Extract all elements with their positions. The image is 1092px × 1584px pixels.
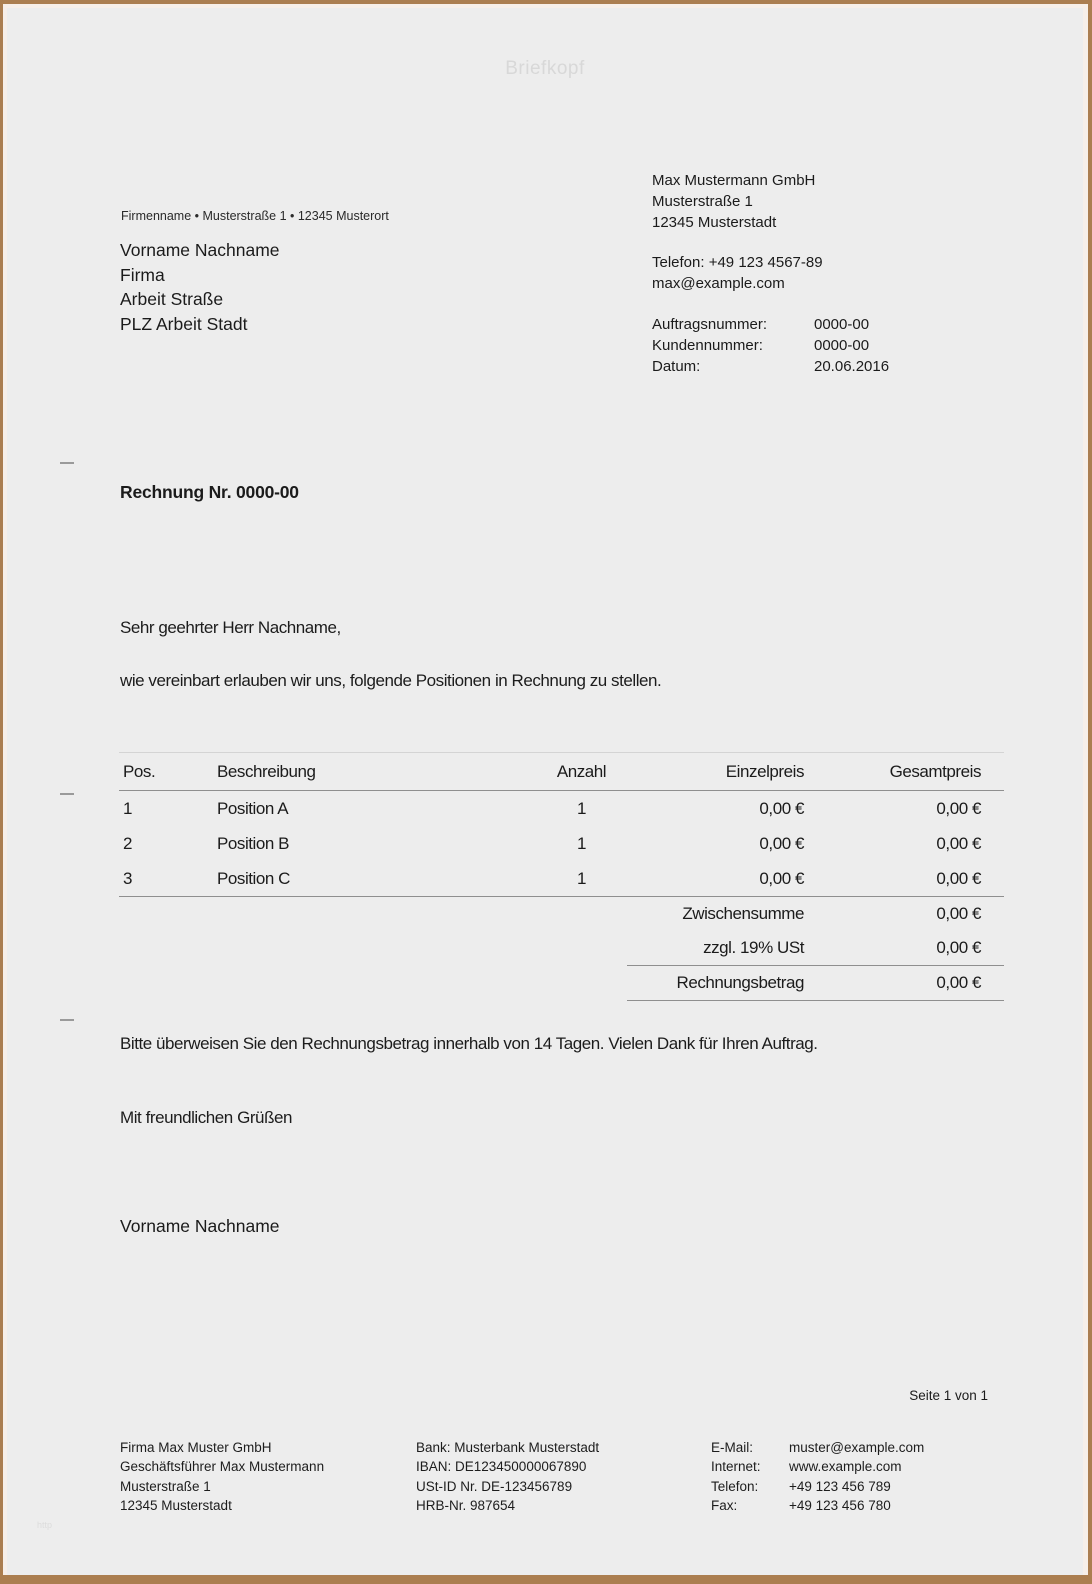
- meta-row-date: [652, 357, 889, 378]
- fold-mark: [60, 1019, 74, 1021]
- footer-contact-label: Fax:: [711, 1498, 738, 1514]
- summary-row-vat: [119, 931, 1004, 965]
- header-description: Beschreibung: [217, 761, 316, 781]
- invoice-meta: [652, 315, 889, 377]
- cell-description: Position C: [217, 868, 290, 888]
- meta-value: 0000-00: [814, 336, 870, 354]
- footer-contact-row: [711, 1477, 924, 1496]
- recipient-line: Arbeit Straße: [120, 289, 224, 310]
- meta-label: Kundennummer:: [652, 336, 763, 354]
- invoice-title: Rechnung Nr. 0000-00: [120, 482, 299, 502]
- fold-mark: [60, 462, 74, 464]
- footer-line: Musterstraße 1: [120, 1478, 211, 1494]
- footer-contact-row: [711, 1496, 924, 1515]
- table-row: [119, 791, 1004, 826]
- table-header-row: [119, 752, 1004, 791]
- footer-line: HRB-Nr. 987654: [416, 1498, 516, 1514]
- invoice-page: [7, 8, 1083, 1575]
- footer-contact-column: [711, 1438, 924, 1516]
- closing-greeting: Mit freundlichen Grüßen: [120, 1108, 293, 1127]
- footer-contact-row: [711, 1457, 924, 1476]
- footer-contact-value: +49 123 456 780: [789, 1498, 891, 1514]
- cell-pos: 1: [123, 798, 133, 818]
- signature-name: Vorname Nachname: [120, 1216, 280, 1236]
- cell-quantity: 1: [576, 798, 586, 818]
- meta-label: Auftragsnummer:: [652, 315, 768, 333]
- cell-description: Position B: [217, 833, 290, 853]
- meta-row-order-number: [652, 315, 889, 336]
- company-address-line: Musterstraße 1: [652, 192, 753, 210]
- summary-label: zzgl. 19% USt: [703, 938, 804, 957]
- footer-contact-label: Telefon:: [711, 1478, 759, 1494]
- header-pos: Pos.: [123, 761, 156, 781]
- summary-label: Zwischensumme: [682, 904, 804, 923]
- footer-line: Firma Max Muster GmbH: [120, 1440, 272, 1455]
- payment-terms-paragraph: Bitte überweisen Sie den Rechnungsbetrag innerhalb von 14 Tagen. Vielen Dank für Ihren Auftrag.: [120, 1034, 818, 1053]
- summary-value: 0,00 €: [936, 938, 981, 957]
- cell-unit-price: 0,00 €: [759, 798, 804, 818]
- company-address-line: Max Mustermann GmbH: [652, 172, 816, 189]
- cell-description: Position A: [217, 798, 289, 818]
- footer-line: 12345 Musterstadt: [120, 1498, 232, 1514]
- meta-value: 20.06.2016: [814, 357, 890, 375]
- header-total-price: Gesamtpreis: [889, 761, 981, 781]
- footer-line: Bank: Musterbank Musterstadt: [416, 1440, 600, 1455]
- footer-line: Geschäftsführer Max Mustermann: [120, 1459, 325, 1475]
- footer-line: IBAN: DE123450000067890: [416, 1459, 587, 1475]
- recipient-line: Vorname Nachname: [120, 240, 280, 260]
- footer-line: USt-ID Nr. DE-123456789: [416, 1478, 573, 1494]
- footer-contact-value: www.example.com: [789, 1459, 902, 1475]
- recipient-address-block: [120, 238, 280, 336]
- recipient-line: Firma: [120, 264, 165, 285]
- footer-company-column: [120, 1438, 324, 1516]
- company-contact: [652, 253, 889, 295]
- summary-label: Rechnungsbetrag: [676, 973, 804, 992]
- footer-bank-column: [416, 1438, 599, 1516]
- cell-unit-price: 0,00 €: [759, 833, 804, 853]
- meta-value: 0000-00: [814, 315, 870, 333]
- footer-contact-label: E-Mail:: [711, 1440, 754, 1455]
- footer-contact-value: muster@example.com: [789, 1440, 925, 1455]
- fold-mark: [60, 793, 74, 795]
- summary-value: 0,00 €: [936, 973, 981, 992]
- summary-row-subtotal: [119, 897, 1004, 931]
- meta-label: Datum:: [652, 357, 701, 375]
- cell-total-price: 0,00 €: [936, 798, 981, 818]
- footer-contact-label: Internet:: [711, 1459, 761, 1475]
- cell-pos: 2: [123, 833, 133, 853]
- company-email: max@example.com: [652, 275, 785, 293]
- company-address: [652, 171, 889, 233]
- company-info-block: [652, 171, 889, 397]
- footer-contact-value: +49 123 456 789: [789, 1478, 891, 1494]
- page-number: Seite 1 von 1: [909, 1388, 988, 1403]
- header-quantity: Anzahl: [556, 761, 607, 781]
- table-body: [119, 791, 1004, 897]
- meta-row-customer-number: [652, 336, 889, 357]
- company-address-line: 12345 Musterstadt: [652, 213, 777, 231]
- summary-value: 0,00 €: [936, 904, 981, 923]
- company-phone: Telefon: +49 123 4567-89: [652, 254, 823, 272]
- cell-quantity: 1: [576, 868, 586, 888]
- salutation: Sehr geehrter Herr Nachname,: [120, 618, 341, 637]
- header-unit-price: Einzelpreis: [725, 761, 804, 781]
- cell-total-price: 0,00 €: [936, 868, 981, 888]
- footer-contact-row: [711, 1438, 924, 1457]
- corner-watermark: http: [37, 1520, 53, 1530]
- intro-paragraph: wie vereinbart erlauben wir uns, folgende Positionen in Rechnung zu stellen.: [120, 671, 662, 690]
- summary-row-grand-total: [119, 966, 1004, 1000]
- recipient-line: PLZ Arbeit Stadt: [120, 313, 248, 334]
- summary-divider: [627, 1000, 1004, 1001]
- table-row: [119, 861, 1004, 896]
- sender-return-address: Firmenname • Musterstraße 1 • 12345 Musterort: [121, 209, 389, 223]
- table-row: [119, 826, 1004, 861]
- cell-quantity: 1: [576, 833, 586, 853]
- line-items-table: [119, 752, 1004, 1001]
- cell-unit-price: 0,00 €: [759, 868, 804, 888]
- cell-total-price: 0,00 €: [936, 833, 981, 853]
- cell-pos: 3: [123, 868, 133, 888]
- letterhead-placeholder: Briefkopf: [505, 58, 585, 79]
